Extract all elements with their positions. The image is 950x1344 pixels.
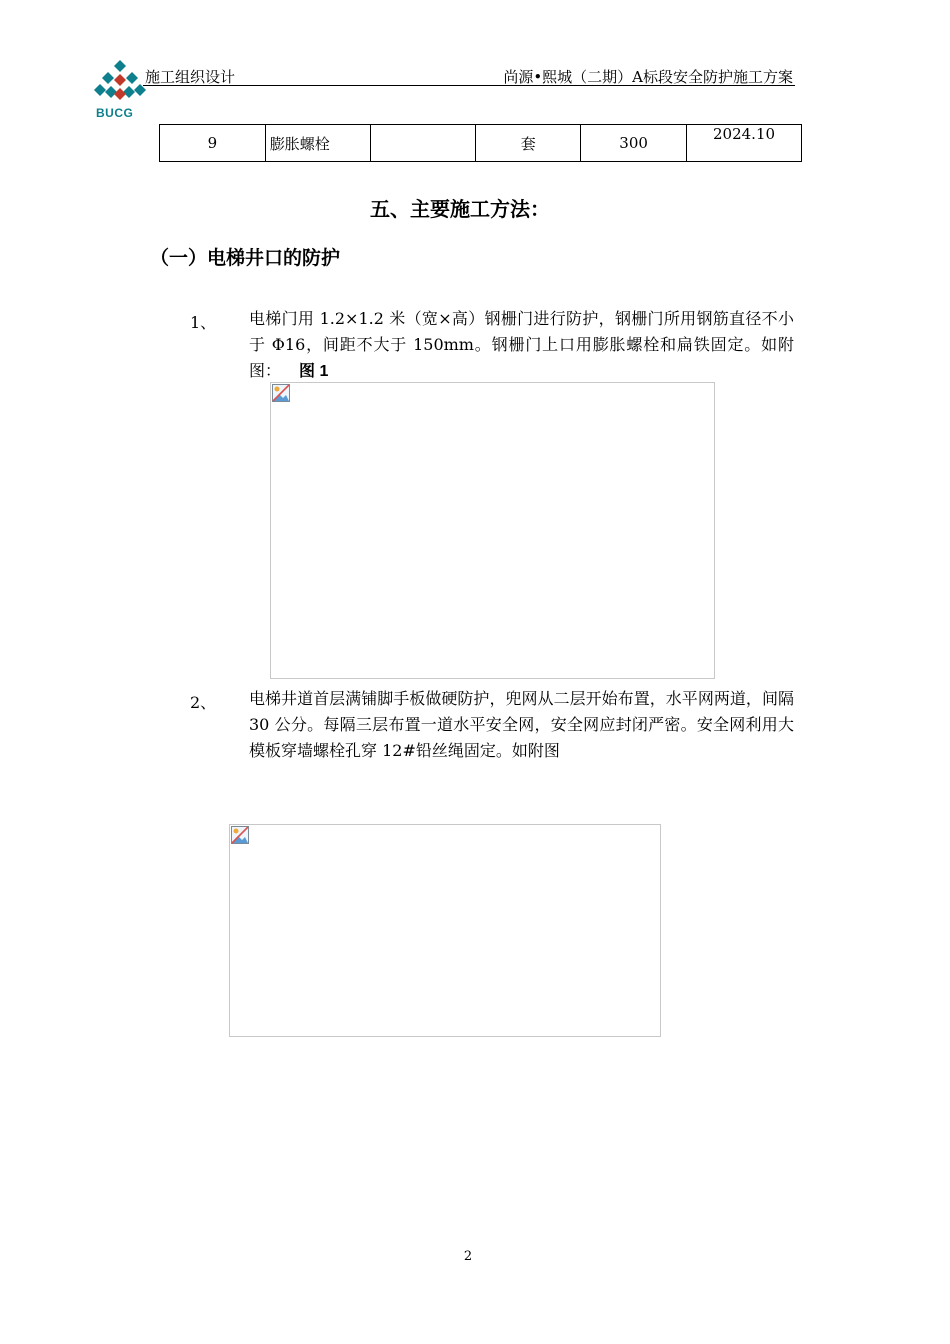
- figure-1-image: [270, 382, 715, 679]
- cell-index: 9: [160, 125, 266, 162]
- page-number: 2: [463, 1249, 473, 1264]
- header-right-title: 尚源•熙城（二期）A标段安全防护施工方案: [503, 68, 793, 86]
- cell-date: 2024.10: [687, 125, 802, 162]
- figure-2-image: [229, 824, 661, 1037]
- materials-table: [159, 124, 802, 162]
- figure-1-label: 图 1: [299, 363, 329, 380]
- item-1-text: [249, 306, 794, 385]
- section-title: 五、主要施工方法：: [370, 197, 550, 221]
- table-row: [160, 125, 802, 162]
- cell-quantity: 300: [581, 125, 687, 162]
- broken-image-icon: [230, 825, 250, 845]
- item-2-text: 电梯井道首层满铺脚手板做硬防护，兜网从二层开始布置，水平网两道，间隔 30 公分。每隔三层布置一道水平安全网，安全网应封闭严密。安全网利用大模板穿墙螺栓孔穿 12#铅丝绳固定。如附图: [249, 689, 794, 760]
- header-rule: [143, 85, 795, 86]
- item-1-number: 1、: [190, 313, 217, 332]
- item-2-number: 2、: [190, 693, 217, 712]
- cell-name: 膨胀螺栓: [265, 125, 370, 162]
- item-1-body: 电梯门用 1.2×1.2 米（宽×高）钢栅门进行防护，钢栅门所用钢筋直径不小于 Φ16，间距不大于 150mm。钢栅门上口用膨胀螺栓和扁铁固定。如附图：: [249, 309, 794, 380]
- broken-image-icon: [271, 383, 291, 403]
- cell-unit: 套: [476, 125, 581, 162]
- cell-spec: [370, 125, 476, 162]
- logo-text: BUCG: [96, 106, 134, 120]
- header-left-title: 施工组织设计: [145, 68, 236, 86]
- sub-title: （一）电梯井口的防护: [150, 247, 341, 269]
